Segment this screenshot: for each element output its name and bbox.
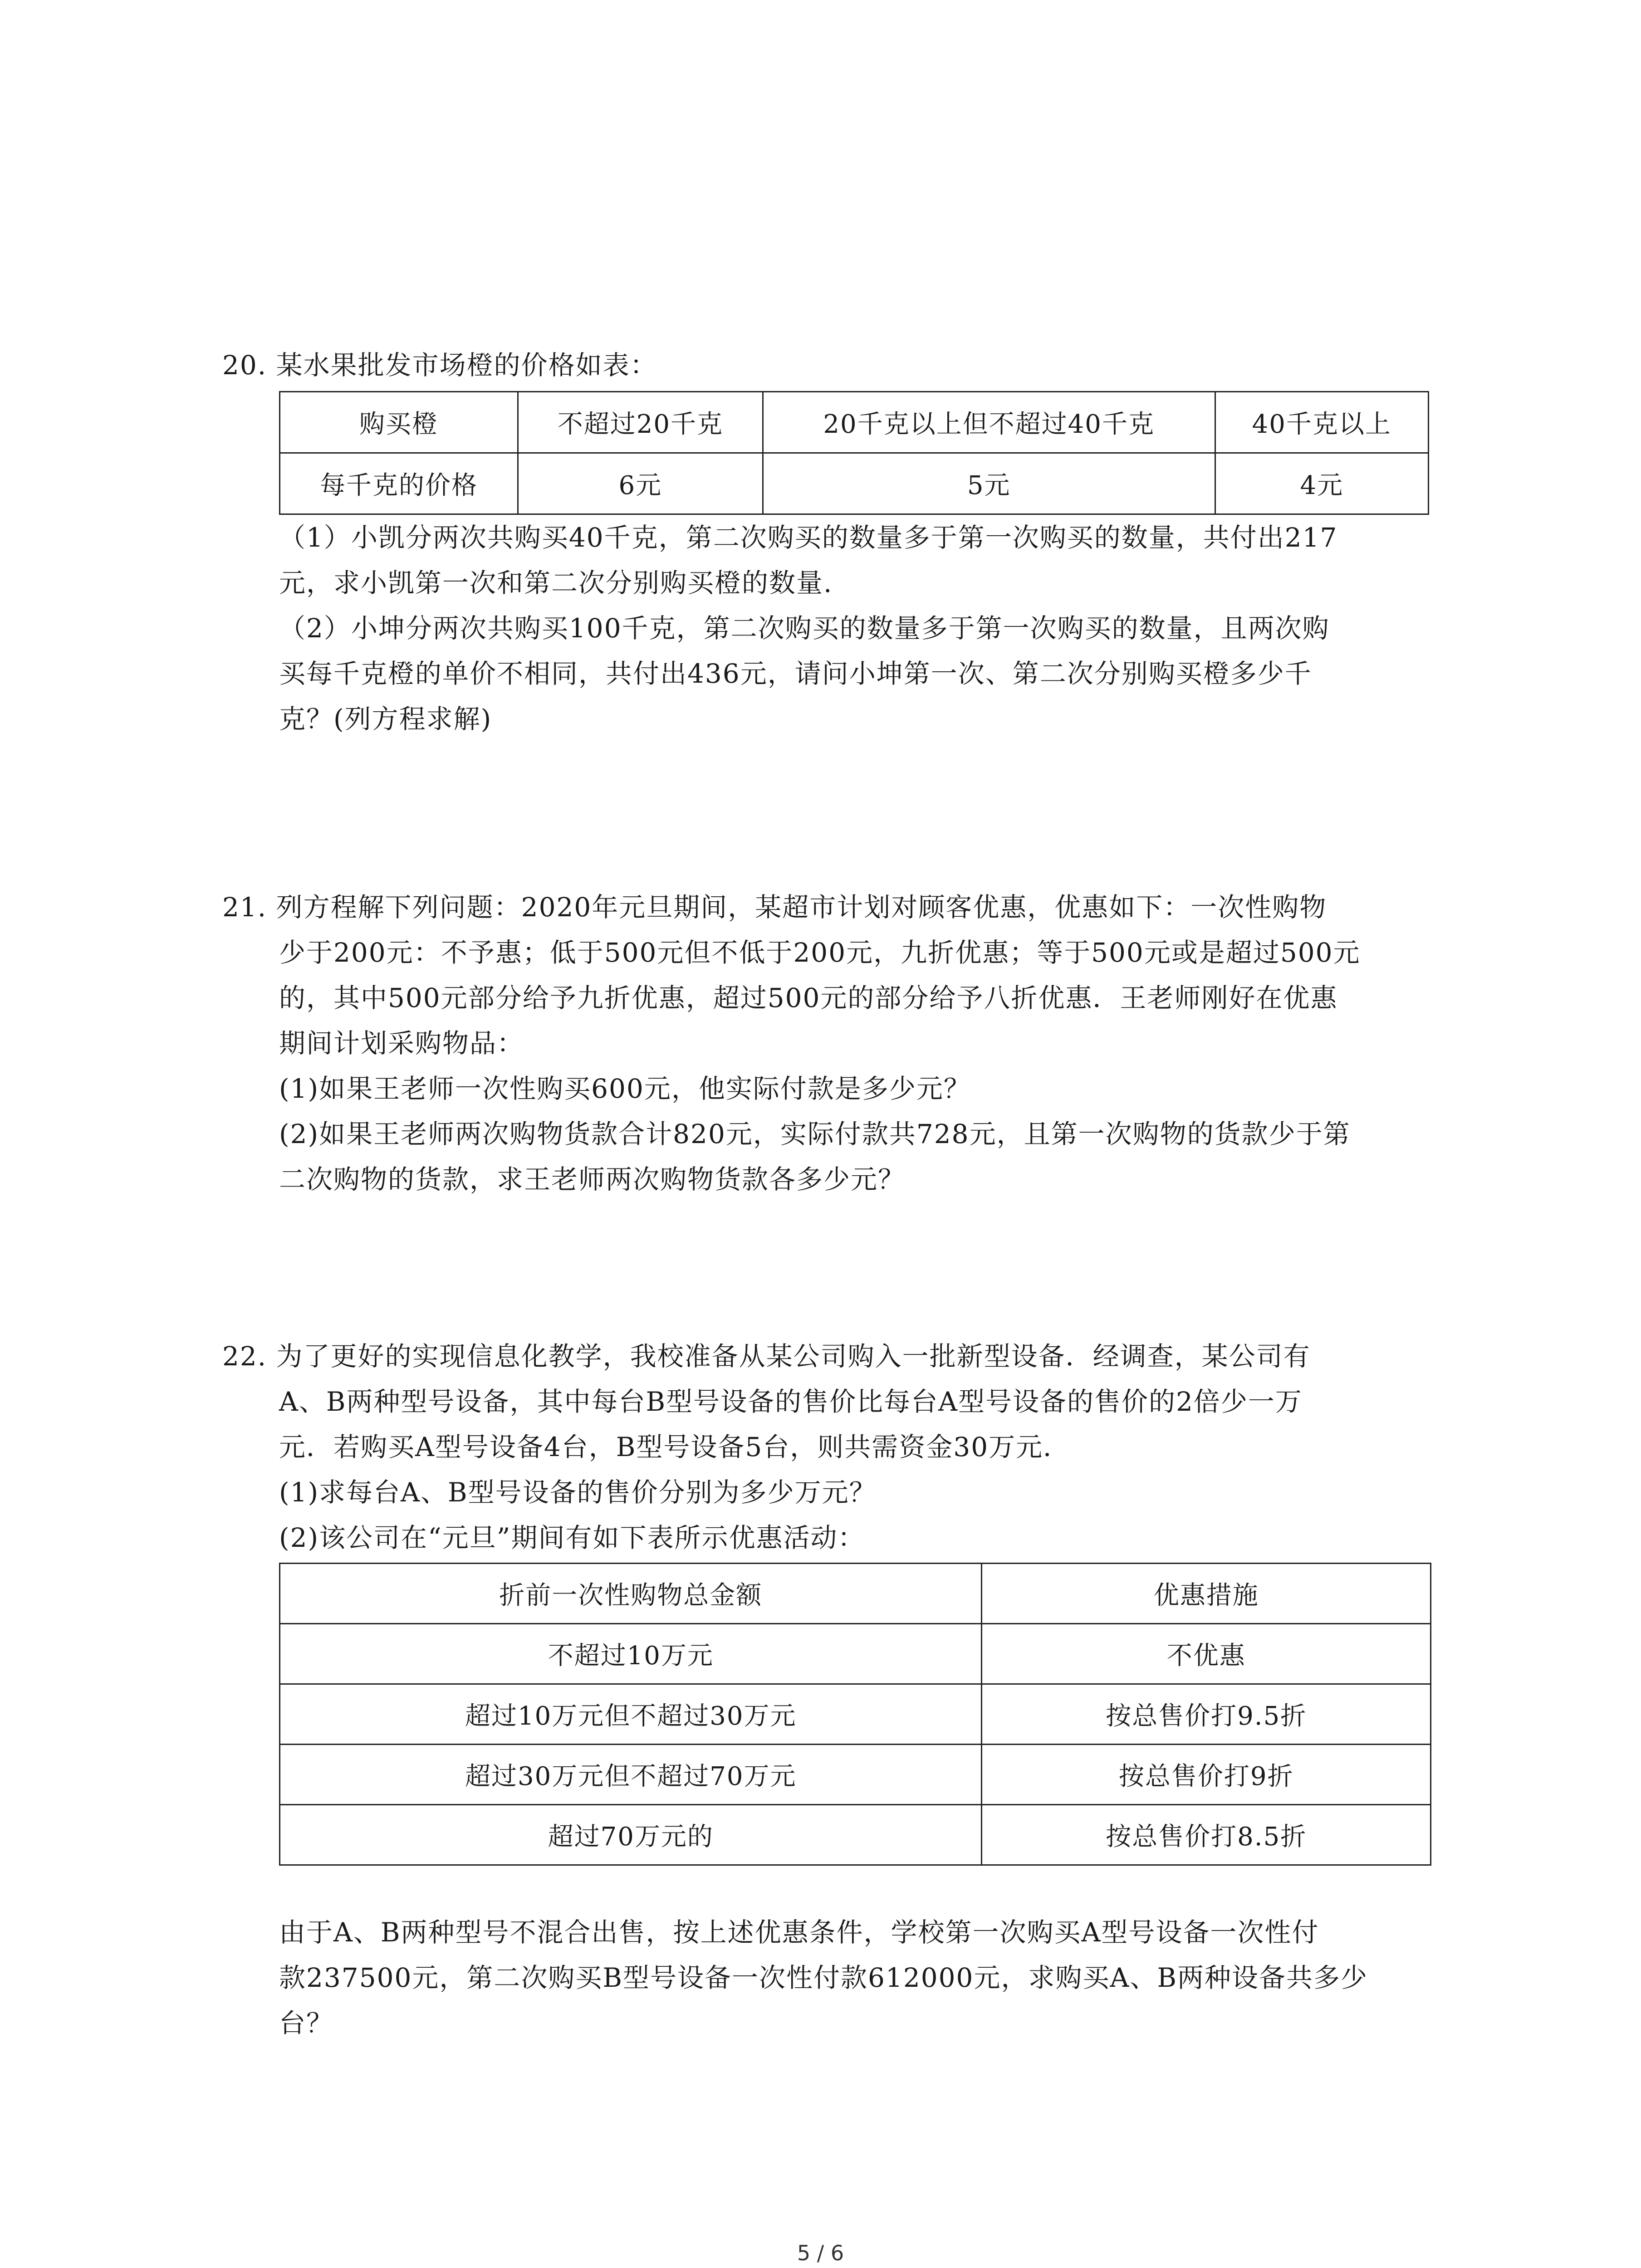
table-cell: 按总售价打9折	[982, 1745, 1431, 1805]
table-cell: 4元	[1215, 453, 1428, 514]
table-cell: 5元	[763, 453, 1215, 514]
table-cell: 不超过10万元	[280, 1624, 982, 1684]
table-row	[280, 1745, 1431, 1805]
table-cell: 折前一次性购物总金额	[280, 1564, 982, 1624]
q20-line: 克？(列方程求解)	[279, 704, 492, 734]
table-cell: 20千克以上但不超过40千克	[763, 392, 1215, 453]
q20-line: （1）小凯分两次共购买40千克，第二次购买的数量多于第一次购买的数量，共付出217	[279, 522, 1338, 553]
table-row	[280, 453, 1429, 514]
q22-after-line: 款237500元，第二次购买B型号设备一次性付款612000元，求购买A、B两种设备共多少	[279, 1962, 1368, 1993]
q21-line: (2)如果王老师两次购物货款合计820元，实际付款共728元，且第一次购物的货款少于第	[279, 1119, 1351, 1149]
q22-line: A、B两种型号设备，其中每台B型号设备的售价比每台A型号设备的售价的2倍少一万	[279, 1386, 1303, 1417]
table-cell: 优惠措施	[982, 1564, 1431, 1624]
table-row	[280, 1624, 1431, 1684]
q21-line: 期间计划采购物品：	[279, 1028, 524, 1059]
q21-line: (1)如果王老师一次性购买600元，他实际付款是多少元？	[279, 1073, 971, 1104]
q21-line: 少于200元：不予惠；低于500元但不低于200元，九折优惠；等于500元或是超过500元	[279, 937, 1361, 968]
q21-line: 21. 列方程解下列问题：2020年元旦期间，某超市计划对顾客优惠，优惠如下：一次性购物	[222, 892, 1327, 923]
q20-line: （2）小坤分两次共购买100千克，第二次购买的数量多于第一次购买的数量，且两次购	[279, 613, 1330, 644]
table-cell: 不超过20千克	[518, 392, 763, 453]
table-row	[280, 1564, 1431, 1624]
table-cell: 不优惠	[982, 1624, 1431, 1684]
q21-line: 的，其中500元部分给予九折优惠，超过500元的部分给予八折优惠．王老师刚好在优惠	[279, 982, 1338, 1013]
q20-line: 元，求小凯第一次和第二次分别购买橙的数量.	[279, 567, 833, 598]
table-row	[280, 1684, 1431, 1745]
q20-intro: 20. 某水果批发市场橙的价格如表：	[222, 350, 657, 381]
q22-discount-table	[279, 1563, 1431, 1866]
table-row	[280, 1805, 1431, 1865]
table-cell: 超过30万元但不超过70万元	[280, 1745, 982, 1805]
table-cell: 购买橙	[280, 392, 518, 453]
q22-line: 元．若购买A型号设备4台，B型号设备5台，则共需资金30万元．	[279, 1432, 1071, 1462]
table-cell: 按总售价打9.5折	[982, 1684, 1431, 1745]
table-cell: 6元	[518, 453, 763, 514]
page-number: 5 / 6	[797, 2241, 844, 2265]
q22-after-line: 由于A、B两种型号不混合出售，按上述优惠条件，学校第一次购买A型号设备一次性付	[279, 1917, 1319, 1948]
q22-after-line: 台？	[279, 2008, 334, 2038]
q20-price-table	[279, 391, 1429, 515]
q20-line: 买每千克橙的单价不相同，共付出436元，请问小坤第一次、第二次分别购买橙多少千	[279, 658, 1312, 689]
table-cell: 超过10万元但不超过30万元	[280, 1684, 982, 1745]
table-row	[280, 392, 1429, 453]
table-cell: 每千克的价格	[280, 453, 518, 514]
table-cell: 40千克以上	[1215, 392, 1428, 453]
q22-line: (1)求每台A、B型号设备的售价分别为多少万元？	[279, 1477, 877, 1508]
q22-line: 22. 为了更好的实现信息化教学，我校准备从某公司购入一批新型设备．经调查，某公司有	[222, 1341, 1311, 1372]
q22-line: (2)该公司在“元旦”期间有如下表所示优惠活动：	[279, 1522, 865, 1553]
table-cell: 超过70万元的	[280, 1805, 982, 1865]
q21-line: 二次购物的货款，求王老师两次购物货款各多少元？	[279, 1164, 906, 1195]
table-cell: 按总售价打8.5折	[982, 1805, 1431, 1865]
